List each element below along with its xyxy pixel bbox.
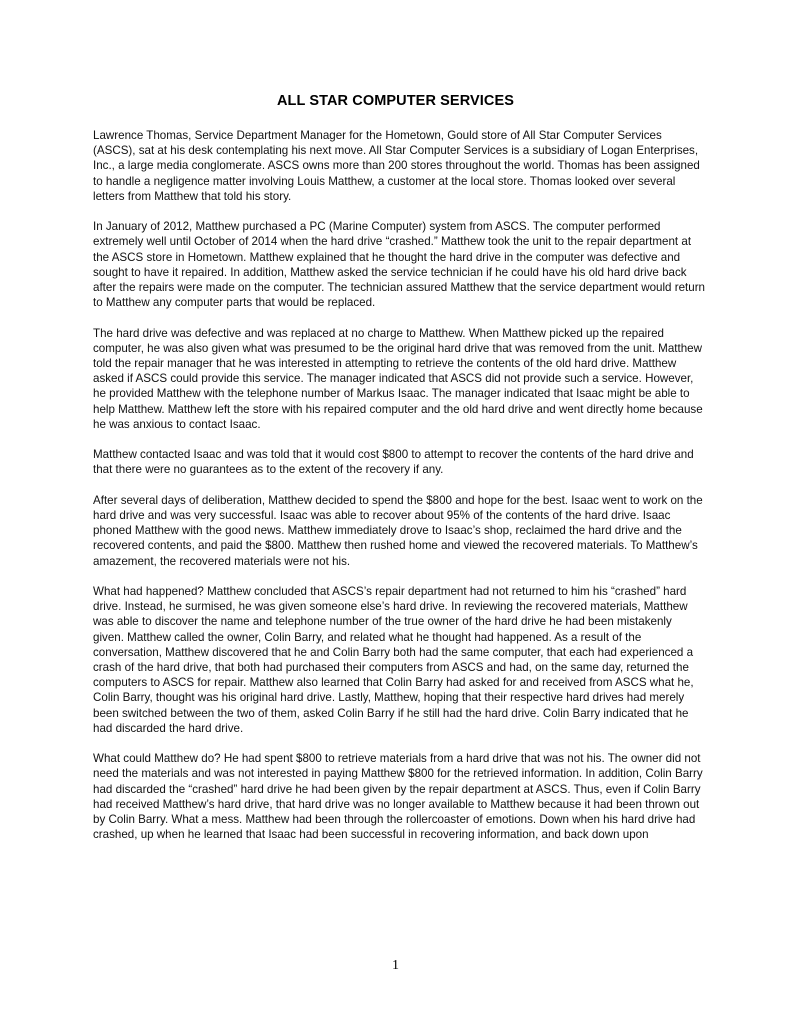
paragraph-3: The hard drive was defective and was replaced at no charge to Matthew. When Matthew picked up the repaired computer, he was also given what was presumed to be the original hard drive that was removed from the unit. Matthew told the repair manager that he was interested in attempting to retrieve the contents of the old hard drive. Matthew asked if ASCS could provide this service. The manager indicated that ASCS did not provide such a service. However, he provided Matthew with the telephone number of Markus Isaac. The manager indicated that Isaac might be able to help Matthew. Matthew left the store with his repaired computer and the old hard drive and went directly home because he was anxious to contact Isaac. [93,326,703,431]
paragraph-2: In January of 2012, Matthew purchased a PC (Marine Computer) system from ASCS. The computer performed extremely well until October of 2014 when the hard drive “crashed.” Matthew took the unit to the repair department at the ASCS store in Hometown. Matthew explained that he thought the hard drive in the computer was defective and sought to have it repaired. In addition, Matthew asked the service technician if he could have his old hard drive back after the repairs were made on the computer. The technician assured Matthew that the service department would return to Matthew any computer parts that would be replaced. [93,220,706,310]
paragraph-1: Lawrence Thomas, Service Department Manager for the Hometown, Gould store of All Star Computer Services (ASCS), sat at his desk contemplating his next move. All Star Computer Services is a subsidiary of Logan Enterprises, Inc., a large media conglomerate. ASCS owns more than 200 stores throughout the world. Thomas has been assigned to handle a negligence matter involving Louis Matthew, a customer at the local store. Thomas looked over several letters from Matthew that told his story. [93,129,700,203]
paragraph-5: After several days of deliberation, Matthew decided to spend the $800 and hope for the best. Isaac went to work on the hard drive and was very successful. Isaac was able to recover about 95% of the contents of the hard drive. Isaac phoned Matthew with the good news. Matthew immediately drove to Isaac’s shop, reclaimed the hard drive and the recovered contents, and paid the $800. Matthew then rushed home and viewed the recovered materials. To Matthew’s amazement, the recovered materials were not his. [93,493,703,568]
paragraph-4: Matthew contacted Isaac and was told that it would cost $800 to attempt to recover the contents of the hard drive and that there were no guarantees as to the extent of the recovery if any. [93,448,694,477]
page-number: 1 [392,958,399,973]
document-title: ALL STAR COMPUTER SERVICES [276,93,515,109]
paragraph-7: What could Matthew do? He had spent $800 to retrieve materials from a hard drive that was not his. The owner did not need the materials and was not interested in paying Matthew $800 for the retrieved information. In addition, Colin Barry had discarded the “crashed” hard drive he had been given by the repair department at ASCS. Thus, even if Colin Barry had received Matthew’s hard drive, that hard drive was no longer available to Matthew because it had been thrown out by Colin Barry. What a mess. Matthew had been through the rollercoaster of emotions. Down when his hard drive had crashed, up when he learned that Isaac had been successful in recovering information, and back down upon [93,752,703,842]
document-body [93,128,705,858]
paragraph-6: What had happened? Matthew concluded that ASCS’s repair department had not returned to him his “crashed” hard drive. Instead, he surmised, he was given someone else’s hard drive. In reviewing the recovered materials, Matthew was able to discover the name and telephone number of the true owner of the hard drive he had been mistakenly given. Matthew called the owner, Colin Barry, and related what he thought had happened. As a result of the conversation, Matthew discovered that he and Colin Barry both had the same computer, that each had experienced a crash of the hard drive, that both had purchased their computers from ASCS and had, on the same day, returned the computers to ASCS for repair. Matthew also learned that Colin Barry had asked for and received from ASCS what he, Colin Barry, thought was his original hard drive. Lastly, Matthew, hoping that their respective hard drives had merely been switched between the two of them, asked Colin Barry if he still had the hard drive. Colin Barry indicated that he had discarded the hard drive. [93,585,694,735]
